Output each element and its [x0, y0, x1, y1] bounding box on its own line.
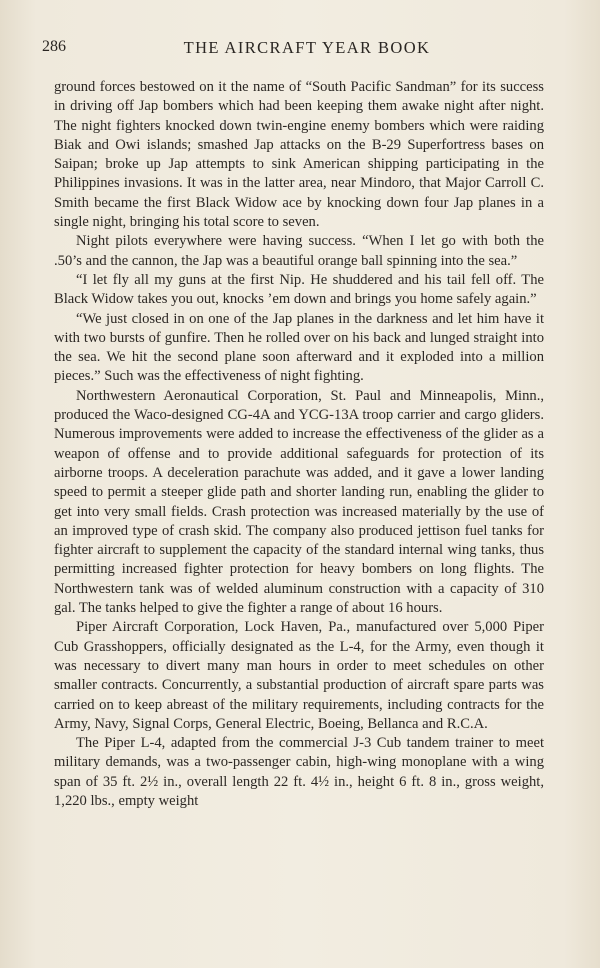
- page-number: 286: [42, 38, 66, 55]
- paragraph-continuation: ground forces bestowed on it the name of “South Pacific Sandman” for its success in driving off Jap bombers which had been keeping them awake night after night. The night fighters knocked down twin-engine enemy bombers which were raiding Biak and Owi islands; smashed Jap attacks on the B-29 Superfortress bases on Saipan; broke up Jap attempts to sink American shipping participating in the Philippines invasions. It was in the latter area, near Mindoro, that Major Carroll C. Smith became the first Black Widow ace by knocking down four Jap planes in a single night, bringing his total score to seven.: [54, 79, 544, 231]
- paragraph-first-nip: “I let fly all my guns at the first Nip. He shuddered and his tail fell off. The Black Widow takes you out, knocks ’em down and brings you home safely again.”: [54, 271, 544, 308]
- paragraph-closed-in: “We just closed in on one of the Jap planes in the darkness and let him have it with two bursts of gunfire. Then he rolled over on his back and lunged straight into the sea. We hit the second plane soon afterward and it exploded into a million pieces.” Such was the effectiveness of night fighting.: [54, 310, 544, 385]
- paragraph-piper-l4: The Piper L-4, adapted from the commercial J-3 Cub tandem trainer to meet military demands, was a two-passenger cabin, high-wing monoplane with a wing span of 35 ft. 2½ in., overall length 22 ft. 4½ in., height 6 ft. 8 in., gross weight, 1,220 lbs., empty weight: [54, 735, 544, 809]
- running-title: THE AIRCRAFT YEAR BOOK: [183, 38, 431, 57]
- paragraph-night-pilots: Night pilots everywhere were having success. “When I let go with both the .50’s and the cannon, the Jap was a beautiful orange ball spinning into the sea.”: [54, 233, 544, 269]
- running-head: [42, 38, 552, 60]
- paragraph-piper-aircraft: Piper Aircraft Corporation, Lock Haven, Pa., manufactured over 5,000 Piper Cub Grasshoppers, officially designated as the L-4, for the Army, even though it was necessary to divert many man hours in order to meet schedules on other smaller contracts. Concurrently, a substantial production of aircraft spare parts was carried on to keep abreast of the military requirements, including contracts for the Army, Navy, Signal Corps, General Electric, Boeing, Bellanca and R.C.A.: [54, 619, 544, 732]
- body-text: [54, 78, 544, 811]
- paragraph-northwestern: Northwestern Aeronautical Corporation, St. Paul and Minneapolis, Minn., produced the Waco-designed CG-4A and YCG-13A troop carrier and cargo gliders. Numerous improvements were added to increase the effectiveness of the glider as a weapon of offense and to provide additional safeguards for protection of its airborne troops. A deceleration parachute was added, and it gave a lower landing speed to permit a steeper glide path and shorter landing run, enabling the glider to get into very small fields. Crash protection was increased materially by the use of an improved type of crash skid. The company also produced jettison fuel tanks for fighter aircraft to supplement the capacity of the standard internal wing tanks, thus permitting increased fighter protection for heavy bombers on long flights. The Northwestern tank was of welded aluminum construction with a capacity of 310 gal. The tanks helped to give the fighter a range of about 16 hours.: [54, 387, 544, 617]
